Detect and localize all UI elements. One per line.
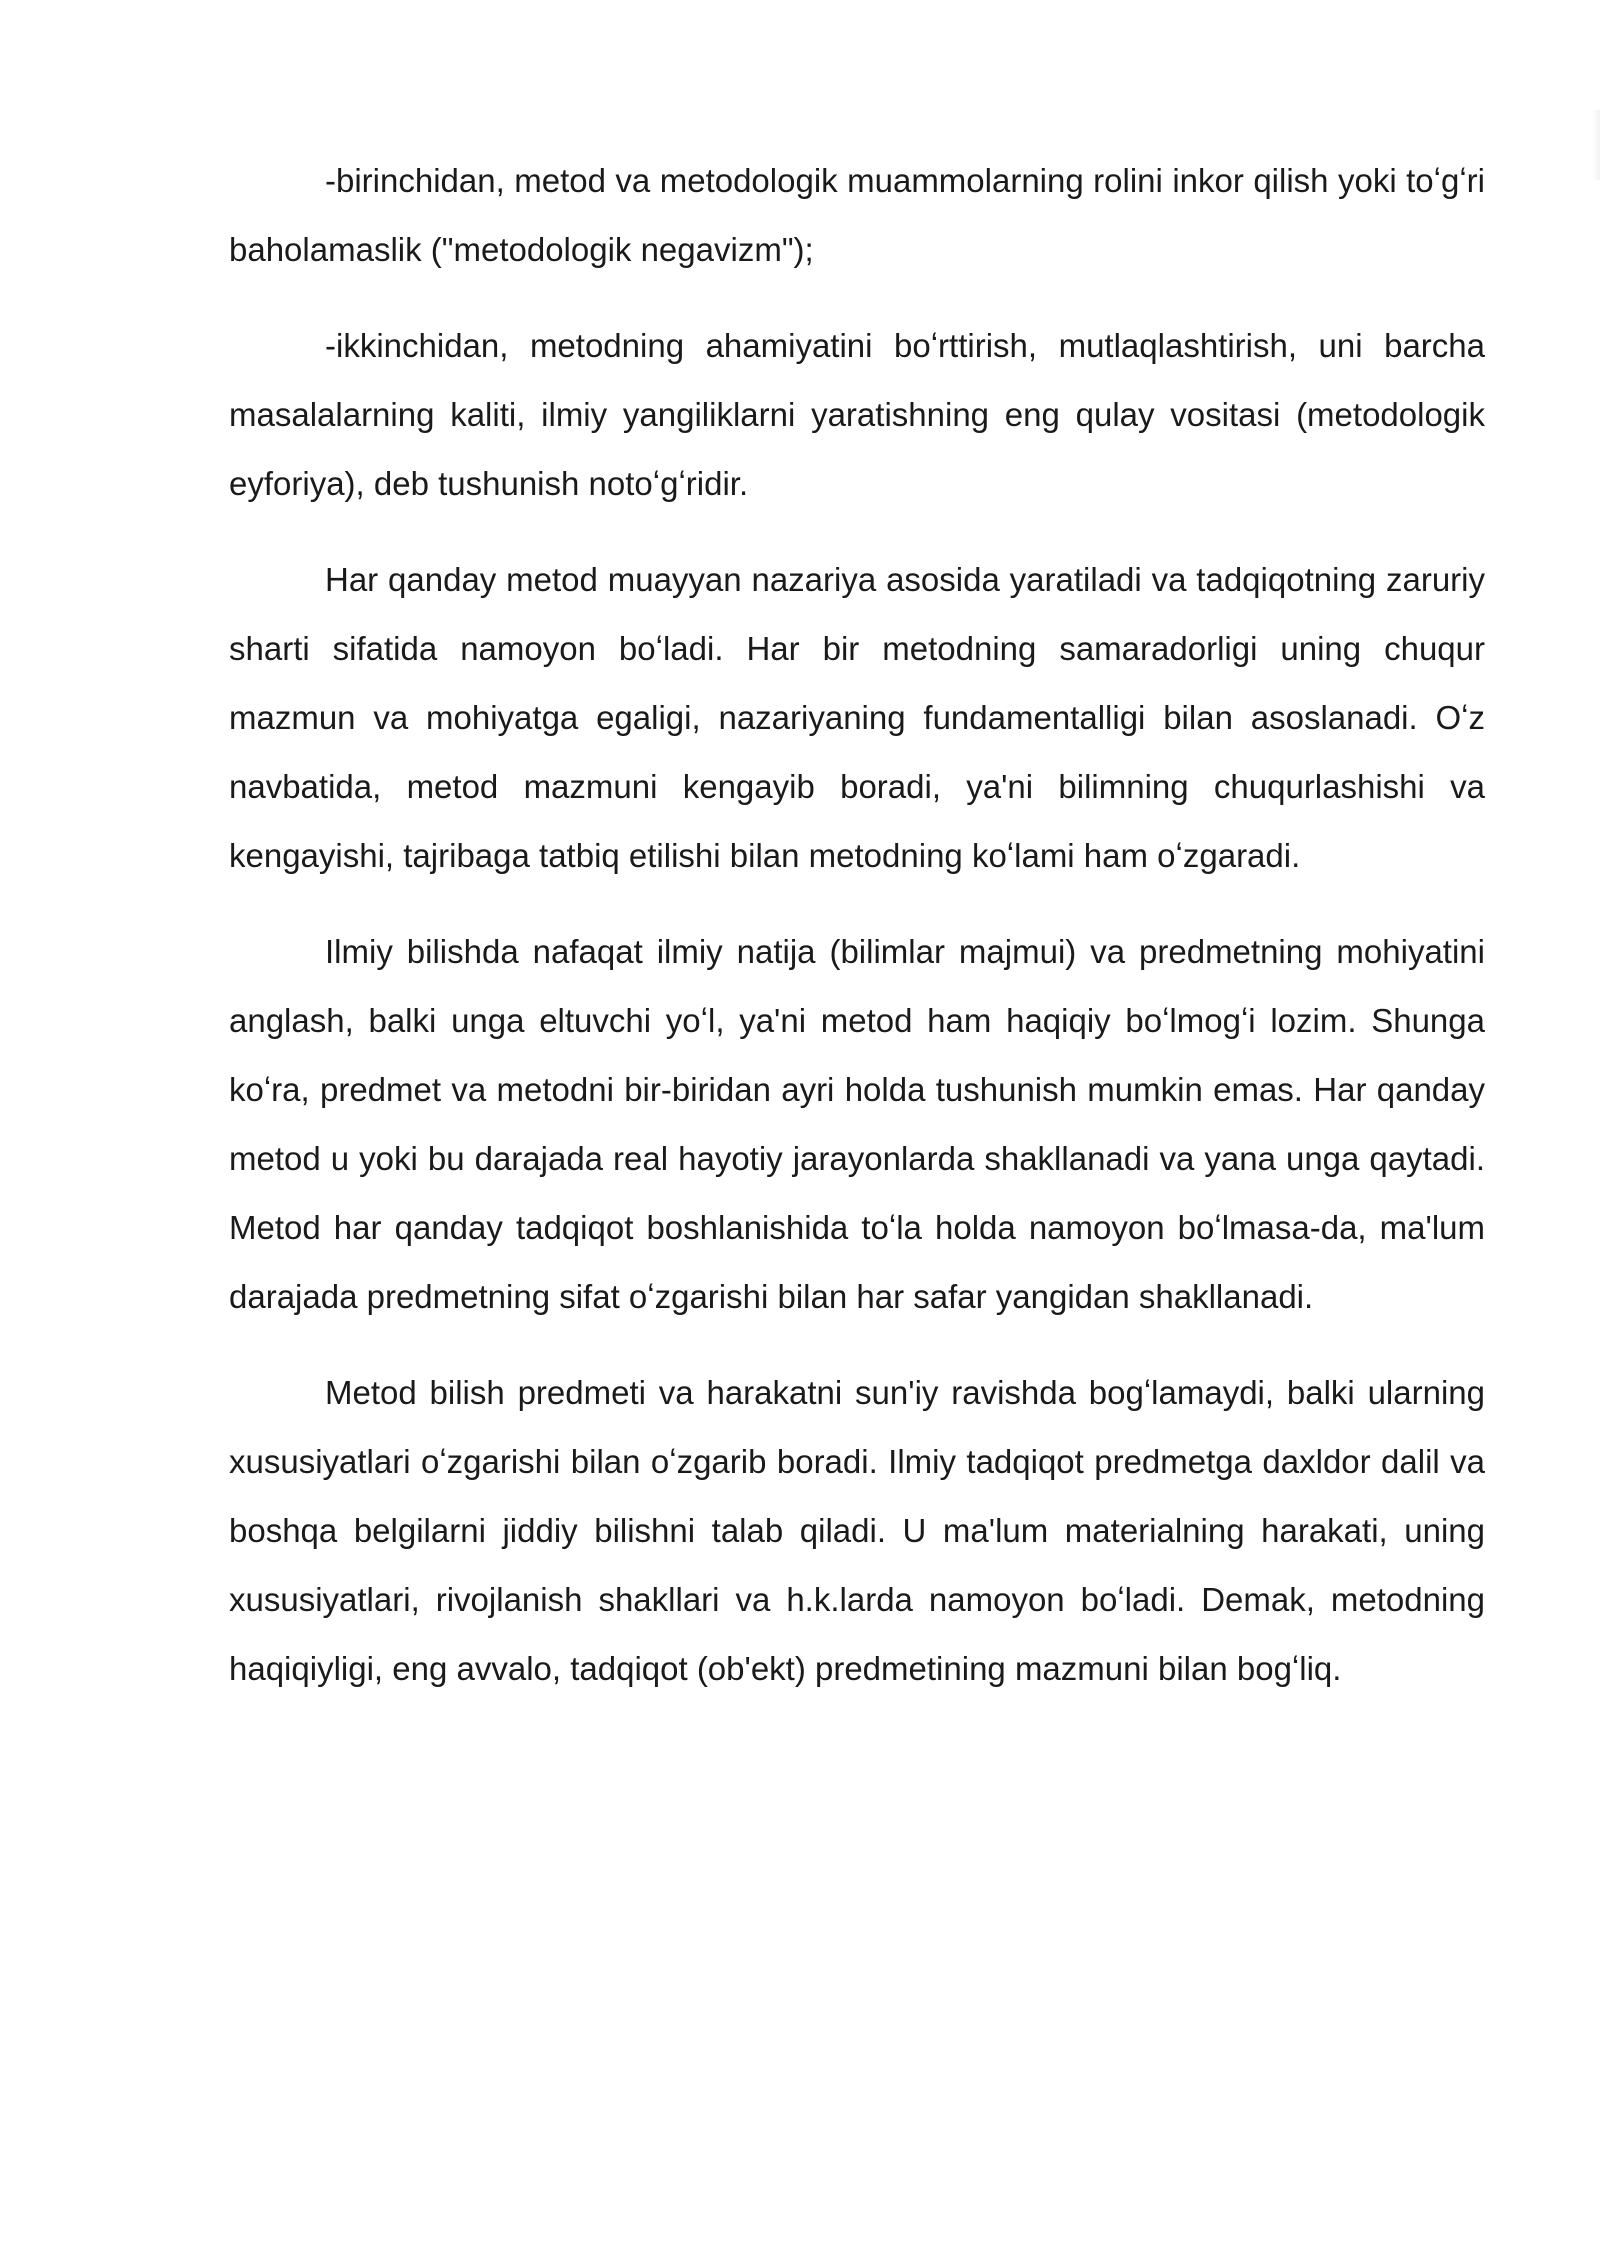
- paragraph-2: -ikkinchidan, metodning ahamiyatini boʻrttirish, mutlaqlashtirish, uni barcha masalalarning kaliti, ilmiy yangiliklarni yaratishning eng qulay vositasi (metodologik eyforiya), deb tushunish notoʻgʻridir.: [229, 327, 1485, 502]
- document-body: [229, 146, 1485, 1730]
- paragraph-1: -birinchidan, metod va metodologik muammolarning rolini inkor qilish yoki toʻgʻri baholamaslik ("metodologik negavizm");: [229, 162, 1485, 268]
- paragraph-4: Ilmiy bilishda nafaqat ilmiy natija (bilimlar majmui) va predmetning mohiyatini anglash, balki unga eltuvchi yoʻl, ya'ni metod ham haqiqiy boʻlmogʻi lozim. Shunga koʻra, predmet va metodni bir-biridan ayri holda tushunish mumkin emas. Har qanday metod u yoki bu darajada real hayotiy jarayonlarda shakllanadi va yana unga qaytadi. Metod har qanday tadqiqot boshlanishida toʻla holda namoyon boʻlmasa-da, ma'lum darajada predmetning sifat oʻzgarishi bilan har safar yangidan shakllanadi.: [229, 933, 1485, 1315]
- page-edge-shadow: [1592, 110, 1600, 180]
- paragraph-5: Metod bilish predmeti va harakatni sun'iy ravishda bogʻlamaydi, balki ularning xususiyatlari oʻzgarishi bilan oʻzgarib boradi. Ilmiy tadqiqot predmetga daxldor dalil va boshqa belgilarni jiddiy bilishni talab qiladi. U ma'lum materialning harakati, uning xususiyatlari, rivojlanish shakllari va h.k.larda namoyon boʻladi. Demak, metodning haqiqiyligi, eng avvalo, tadqiqot (ob'ekt) predmetining mazmuni bilan bogʻliq.: [229, 1374, 1485, 1687]
- paragraph-3: Har qanday metod muayyan nazariya asosida yaratiladi va tadqiqotning zaruriy sharti sifatida namoyon boʻladi. Har bir metodning samaradorligi uning chuqur mazmun va mohiyatga egaligi, nazariyaning fundamentalligi bilan asoslanadi. Oʻz navbatida, metod mazmuni kengayib boradi, ya'ni bilimning chuqurlashishi va kengayishi, tajribaga tatbiq etilishi bilan metodning koʻlami ham oʻzgaradi.: [229, 561, 1485, 874]
